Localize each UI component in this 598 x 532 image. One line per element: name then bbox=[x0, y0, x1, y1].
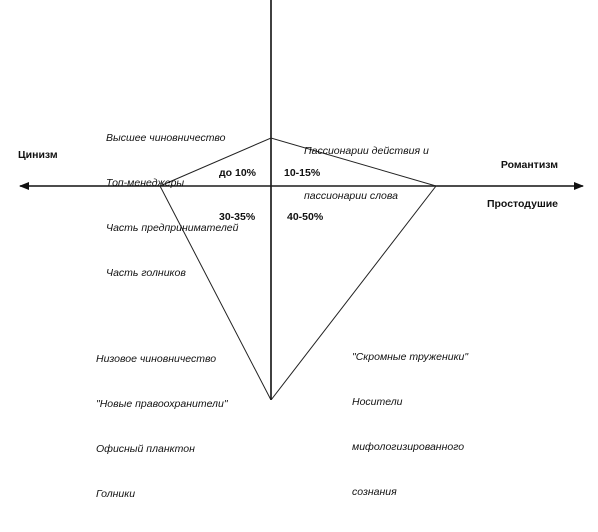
group-line: Часть предпринимателей bbox=[106, 222, 239, 234]
group-label-upper-left bbox=[106, 101, 238, 311]
axis-label-romanticism-line: Романтизм bbox=[500, 159, 558, 171]
group-line: Топ-менеджеры bbox=[106, 177, 185, 189]
group-line: Носители bbox=[352, 396, 403, 408]
group-line: Офисный планктон bbox=[96, 443, 195, 455]
group-label-lower-right bbox=[352, 320, 468, 530]
percent-lower-left: 30-35% bbox=[219, 211, 256, 223]
group-line: "Скромные труженики" bbox=[352, 351, 469, 363]
axis-label-cynicism: Цинизм bbox=[18, 149, 58, 161]
group-line: Голники bbox=[96, 488, 136, 500]
group-line: Часть голников bbox=[106, 267, 186, 279]
percent-lower-right: 40-50% bbox=[287, 211, 324, 223]
group-line: мифологизированного bbox=[352, 441, 465, 453]
percent-upper-right: 10-15% bbox=[284, 167, 321, 179]
group-label-lower-left bbox=[96, 322, 228, 532]
group-line: Низовое чиновничество bbox=[96, 353, 217, 365]
percent-upper-left: до 10% bbox=[219, 167, 257, 179]
group-line: Пассионарии действия и bbox=[304, 145, 429, 157]
axis-label-romanticism-line: Простодушие bbox=[486, 198, 558, 210]
axis-label-romanticism bbox=[487, 133, 558, 237]
group-line: "Новые правоохранители" bbox=[96, 398, 228, 410]
group-line: сознания bbox=[352, 486, 397, 498]
group-line: Высшее чиновничество bbox=[106, 132, 226, 144]
group-line: пассионарии слова bbox=[304, 190, 398, 202]
